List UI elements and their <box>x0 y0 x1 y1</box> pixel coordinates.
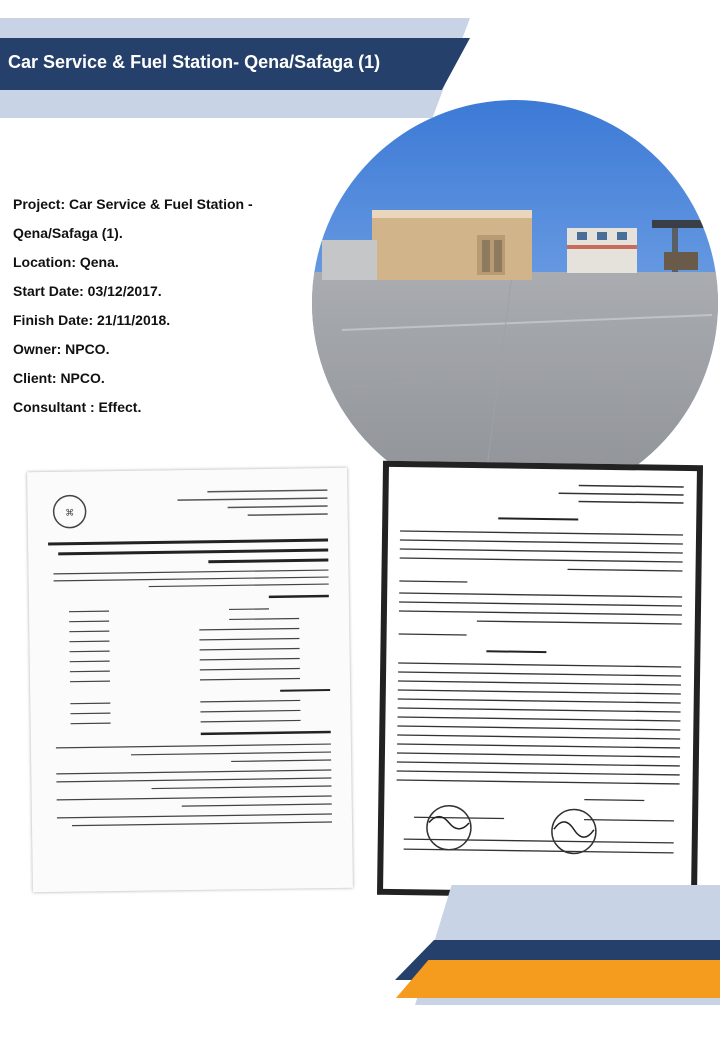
footer-band-orange <box>396 960 720 998</box>
signed-contract-icon <box>383 467 697 893</box>
project-consultant: Consultant : Effect. <box>13 399 142 415</box>
scanned-document-left <box>27 468 353 892</box>
project-start-date: Start Date: 03/12/2017. <box>13 283 162 299</box>
stamp-icon <box>427 805 597 853</box>
site-photo-icon <box>312 100 718 506</box>
project-info <box>13 190 263 422</box>
project-location: Location: Qena. <box>13 254 119 270</box>
signed-contract-right <box>377 461 703 899</box>
project-client: Client: NPCO. <box>13 370 105 386</box>
project-line-2: Qena/Safaga (1). <box>13 225 123 241</box>
page-title: Car Service & Fuel Station- Qena/Safaga (1) <box>8 52 381 72</box>
project-owner: Owner: NPCO. <box>13 341 110 357</box>
project-finish-date: Finish Date: 21/11/2018. <box>13 312 171 328</box>
project-line-1: Project: Car Service & Fuel Station - <box>13 196 253 212</box>
scanned-document-icon <box>27 468 353 892</box>
svg-text:⌘: ⌘ <box>65 508 75 519</box>
site-photo <box>312 100 718 506</box>
